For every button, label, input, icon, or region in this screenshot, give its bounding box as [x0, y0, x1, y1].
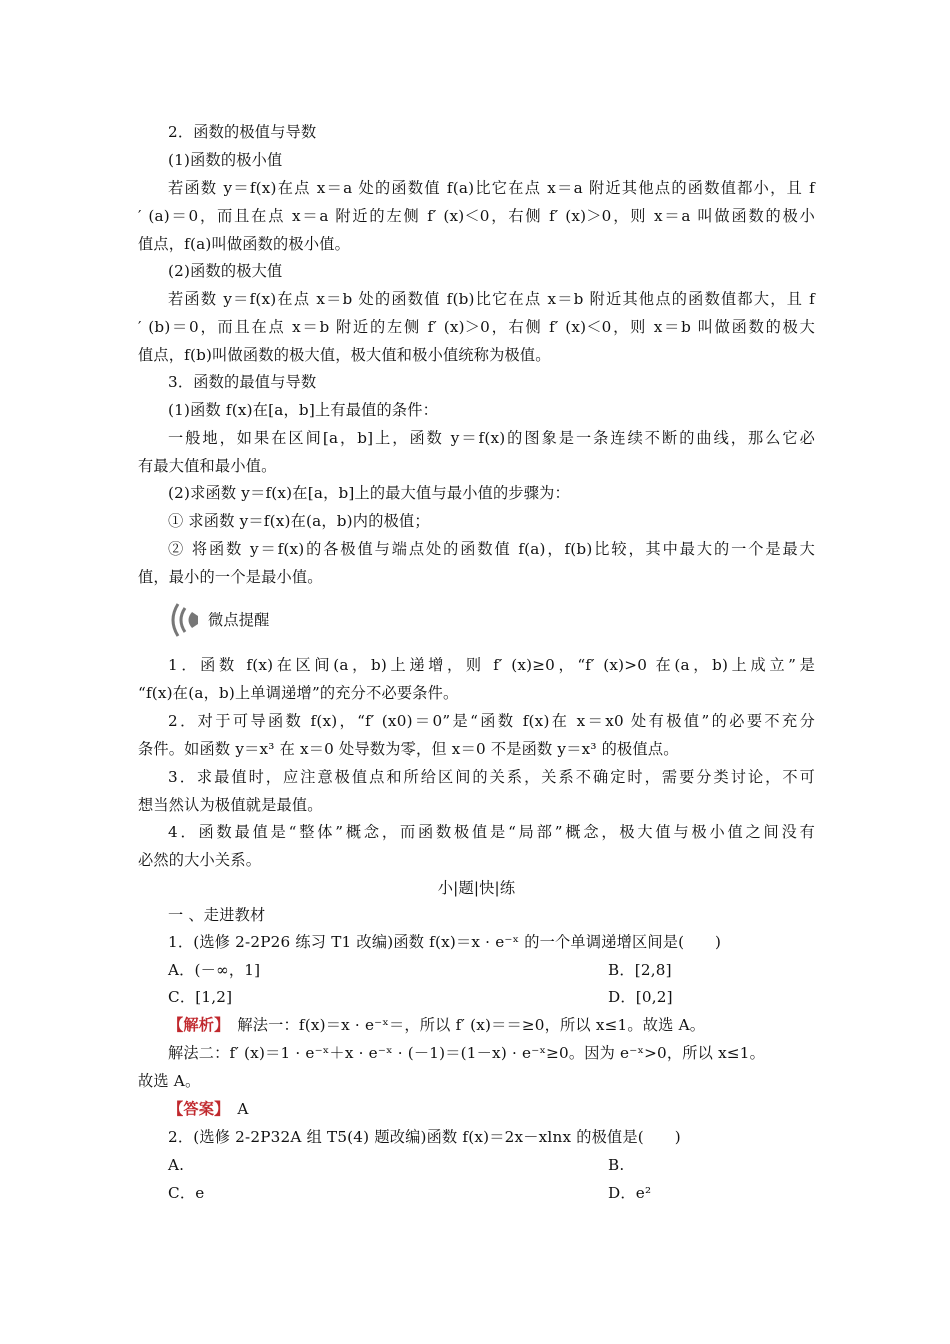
heading-extrema: 2．函数的极值与导数 [168, 123, 317, 141]
paragraph-line: 一般地，如果在区间[a，b]上，函数 y＝f(x)的图象是一条连续不断的曲线，那么它必 [168, 429, 815, 447]
option-c: C．e [168, 1184, 205, 1202]
tip-title: 微点提醒 [208, 611, 270, 629]
tip-1-line: “f(x)在(a，b)上单调递增”的充分不必要条件。 [138, 684, 459, 702]
subheading-condition: (1)函数 f(x)在[a，b]上有最值的条件： [168, 401, 439, 419]
subheading-steps: (2)求函数 y＝f(x)在[a，b]上的最大值与最小值的步骤为： [168, 484, 570, 502]
option-b: B．[2,8] [608, 961, 672, 979]
option-a: A．(－∞，1] [168, 961, 261, 979]
option-b: B. [608, 1156, 625, 1174]
tip-3-line: 想当然认为极值就是最值。 [138, 796, 323, 814]
tip-2-line: 2．对于可导函数 f(x)，“f′ (x0)＝0”是“函数 f(x)在 x＝x0 处有极值”的必要不充分 [168, 712, 815, 730]
option-a: A. [168, 1156, 185, 1174]
option-d: D．[0,2] [608, 988, 673, 1006]
paragraph-line: ′ (a)＝0，而且在点 x＝a 附近的左侧 f′ (x)＜0，右侧 f′ (x)＞0，则 x＝a 叫做函数的极小 [138, 207, 815, 225]
step-2: ② 将函数 y＝f(x)的各极值与端点处的函数值 f(a)，f(b)比较，其中最大的一个是最大 [168, 540, 815, 558]
subheading-local-min: (1)函数的极小值 [168, 151, 283, 169]
solution-text: 解法一：f(x)＝x · e⁻ˣ＝，所以 f′ (x)＝＝≥0，所以 x≤1。故选 A。 [221, 1016, 706, 1034]
paragraph-line: 若函数 y＝f(x)在点 x＝b 处的函数值 f(b)比它在点 x＝b 附近其他点的函数值都大，且 f [168, 290, 815, 308]
answer-tag: 【答案】 [168, 1100, 222, 1118]
option-c: C．[1,2] [168, 988, 233, 1006]
question-2: 2．(选修 2-2P32A 组 T5(4) 题改编)函数 f(x)＝2x－xlnx 的极值是( ) [168, 1128, 681, 1146]
tip-1-line: 1．函数 f(x)在区间(a，b)上递增，则 f′ (x)≥0，“f′ (x)>0 在(a，b)上成立”是 [168, 656, 815, 674]
option-d: D．e² [608, 1184, 652, 1202]
tip-4-line: 4．函数最值是“整体”概念，而函数极值是“局部”概念，极大值与极小值之间没有 [168, 823, 815, 841]
tip-2-line: 条件。如函数 y＝x³ 在 x＝0 处导数为零，但 x＝0 不是函数 y＝x³ 的极值点。 [138, 740, 679, 758]
solution-line: 解法二：f′ (x)＝1 · e⁻ˣ＋x · e⁻ˣ · (－1)＝(1－x) · e⁻ˣ≥0。因为 e⁻ˣ>0，所以 x≤1。 [168, 1044, 766, 1062]
paragraph-line: 值，最小的一个是最小值。 [138, 568, 323, 586]
paragraph-line: ′ (b)＝0，而且在点 x＝b 附近的左侧 f′ (x)＞0，右侧 f′ (x)＜0，则 x＝b 叫做函数的极大 [138, 318, 815, 336]
analysis-tag: 【解析】 [168, 1016, 222, 1034]
answer-text: A [221, 1100, 249, 1118]
solution-line [168, 1015, 705, 1035]
paragraph-line: 有最大值和最小值。 [138, 457, 277, 475]
section-title: 小|题|快|练 [437, 879, 516, 897]
heading-max-min: 3．函数的最值与导数 [168, 373, 317, 391]
paragraph-line: 值点，f(a)叫做函数的极小值。 [138, 235, 350, 253]
subsection-title: 一 、走进教材 [168, 906, 266, 924]
paragraph-line: 值点，f(b)叫做函数的极大值，极大值和极小值统称为极值。 [138, 346, 551, 364]
tip-3-line: 3．求最值时，应注意极值点和所给区间的关系，关系不确定时，需要分类讨论，不可 [168, 768, 815, 786]
tip-4-line: 必然的大小关系。 [138, 851, 262, 869]
paragraph-line: 若函数 y＝f(x)在点 x＝a 处的函数值 f(a)比它在点 x＝a 附近其他点的函数值都小，且 f [168, 179, 815, 197]
answer-line [168, 1099, 249, 1119]
sound-wave-icon [168, 598, 206, 642]
subheading-local-max: (2)函数的极大值 [168, 262, 283, 280]
step-1: ① 求函数 y＝f(x)在(a，b)内的极值； [168, 512, 430, 530]
solution-line: 故选 A。 [138, 1072, 201, 1090]
question-1: 1．(选修 2-2P26 练习 T1 改编)函数 f(x)＝x · e⁻ˣ 的一个单调递增区间是( ) [168, 933, 722, 951]
